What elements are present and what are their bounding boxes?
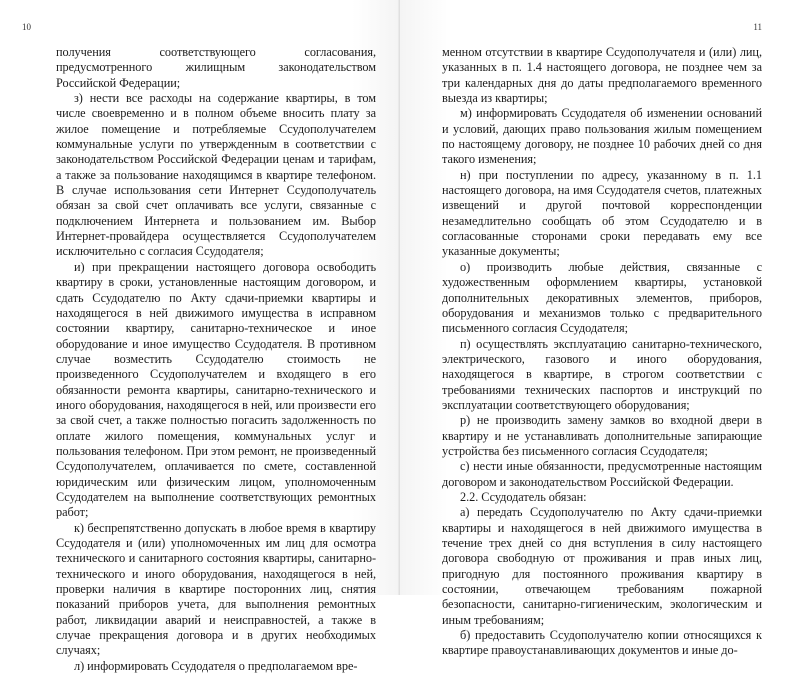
paragraph: менном отсутствии в квартире Ссудополучателя и (или) лиц, указанных в п. 1.4 настоящего договора, не позднее чем за три календарных дня до даты предполагаемого временного выезда из квартиры; xyxy=(442,45,762,106)
paragraph: и) при прекращении настоящего договора освободить квартиру в сроки, установленные настоящим договором, и сдать Ссудодателю по Акту сдачи-приемки квартиры и находящегося в ней движимого имущества в исправном состоянии квартиру, санитарно-техническое и иное оборудование и иное имущество Ссудодателя. В противном случае возместить Ссудодателю стоимость не произведенного Ссудополучателем и входящего в его обязанности ремонта квартиры, санитарно-технического и иного оборудования, находящегося в ней, или произвести его за свой счет, а также полностью погасить задолженность по оплате жилого помещения, коммунальных услуг и пользования телефоном. При этом ремонт, не произведенный Ссудополучателем, оплачивается по смете, составленной юридическим или физическим лицом, уполномоченным Ссудодателем на выполнение соответствующих ремонтных работ; xyxy=(56,259,376,520)
paragraph: м) информировать Ссудодателя об изменении оснований и условий, дающих право пользования жилым помещением по настоящему договору, не позднее 10 рабочих дней со дня такого изменения; xyxy=(442,106,762,167)
left-page-number: 10 xyxy=(22,22,31,32)
paragraph: п) осуществлять эксплуатацию санитарно-технического, электрического, газового и иного оборудования, находящегося в квартире, в строгом соответствии с требованиями технических паспортов и инструкций по эксплуатации соответствующего оборудования; xyxy=(442,336,762,412)
paragraph: получения соответствующего согласования, предусмотренного жилищным законодательством Российской Федерации; xyxy=(56,45,376,90)
paragraph: к) беспрепятственно допускать в любое время в квартиру Ссудодателя и (или) уполномоченных им лиц для осмотра технического и санитарного состояния квартиры, санитарно-технического и иного оборудования, находящегося в ней, проверки наличия в квартире посторонних лиц, снятия показаний приборов учета, для выполнения ремонтных работ, ликвидации аварий и неисправностей, а также в случае прекращения договора и в других необходимых случаях; xyxy=(56,520,376,658)
paragraph: л) информировать Ссудодателя о предполагаемом вре- xyxy=(74,658,358,673)
paragraph: 2.2. Ссудодатель обязан: xyxy=(460,489,587,504)
left-page-text xyxy=(56,45,376,674)
left-page xyxy=(0,0,400,673)
right-page-number: 11 xyxy=(753,22,762,32)
paragraph: р) не производить замену замков во входной двери в квартиру и не устанавливать дополнительные запирающие устройства без письменного согласия Ссудодателя; xyxy=(442,413,762,458)
paragraph: а) передать Ссудополучателю по Акту сдачи-приемки квартиры и находящегося в ней движимого имущества в течение трех дней со дня вступления в силу настоящего договора свободную от проживания и прав иных лиц, пригодную для постоянного проживания квартиру в состоянии, отвечающем требованиям пожарной безопасности, санитарно-гигиеническим, экологическим и иным требованиям; xyxy=(442,505,762,627)
right-page-text xyxy=(442,45,762,659)
right-page xyxy=(400,0,800,658)
paragraph: о) производить любые действия, связанные с художественным оформлением квартиры, установкой дополнительных декоративных элементов, приборов, оборудования и механизмов только с предварительного письменного согласия Ссудодателя; xyxy=(442,259,762,336)
paragraph: б) предоставить Ссудополучателю копии относящихся к квартире правоустанавливающих документов и иные до- xyxy=(442,628,762,658)
paragraph: з) нести все расходы на содержание квартиры, в том числе своевременно и в полном объеме вносить плату за жилое помещение и потребляемые Ссудополучателем коммунальные услуги по утвержденным в соответствии с законодательством Российской Федерации ценам и тарифам, а также за пользование находящимся в квартире телефоном. В случае использования сети Интернет Ссудополучатель обязан за свой счет оплачивать все услуги, связанные с подключением Интернета и пользованием им. Выбор Интернет-провайдера осуществляется Ссудополучателем исключительно с согласия Ссудодателя; xyxy=(56,91,376,259)
paragraph: с) нести иные обязанности, предусмотренные настоящим договором и законодательством Российской Федерации. xyxy=(442,459,762,489)
paragraph: н) при поступлении по адресу, указанному в п. 1.1 настоящего договора, на имя Ссудодателя счетов, платежных извещений и другой почтовой корреспонденции незамедлительно сообщать об этом Ссудодателю и в согласованные сторонами сроки передавать ему все указанные документы; xyxy=(442,167,762,259)
